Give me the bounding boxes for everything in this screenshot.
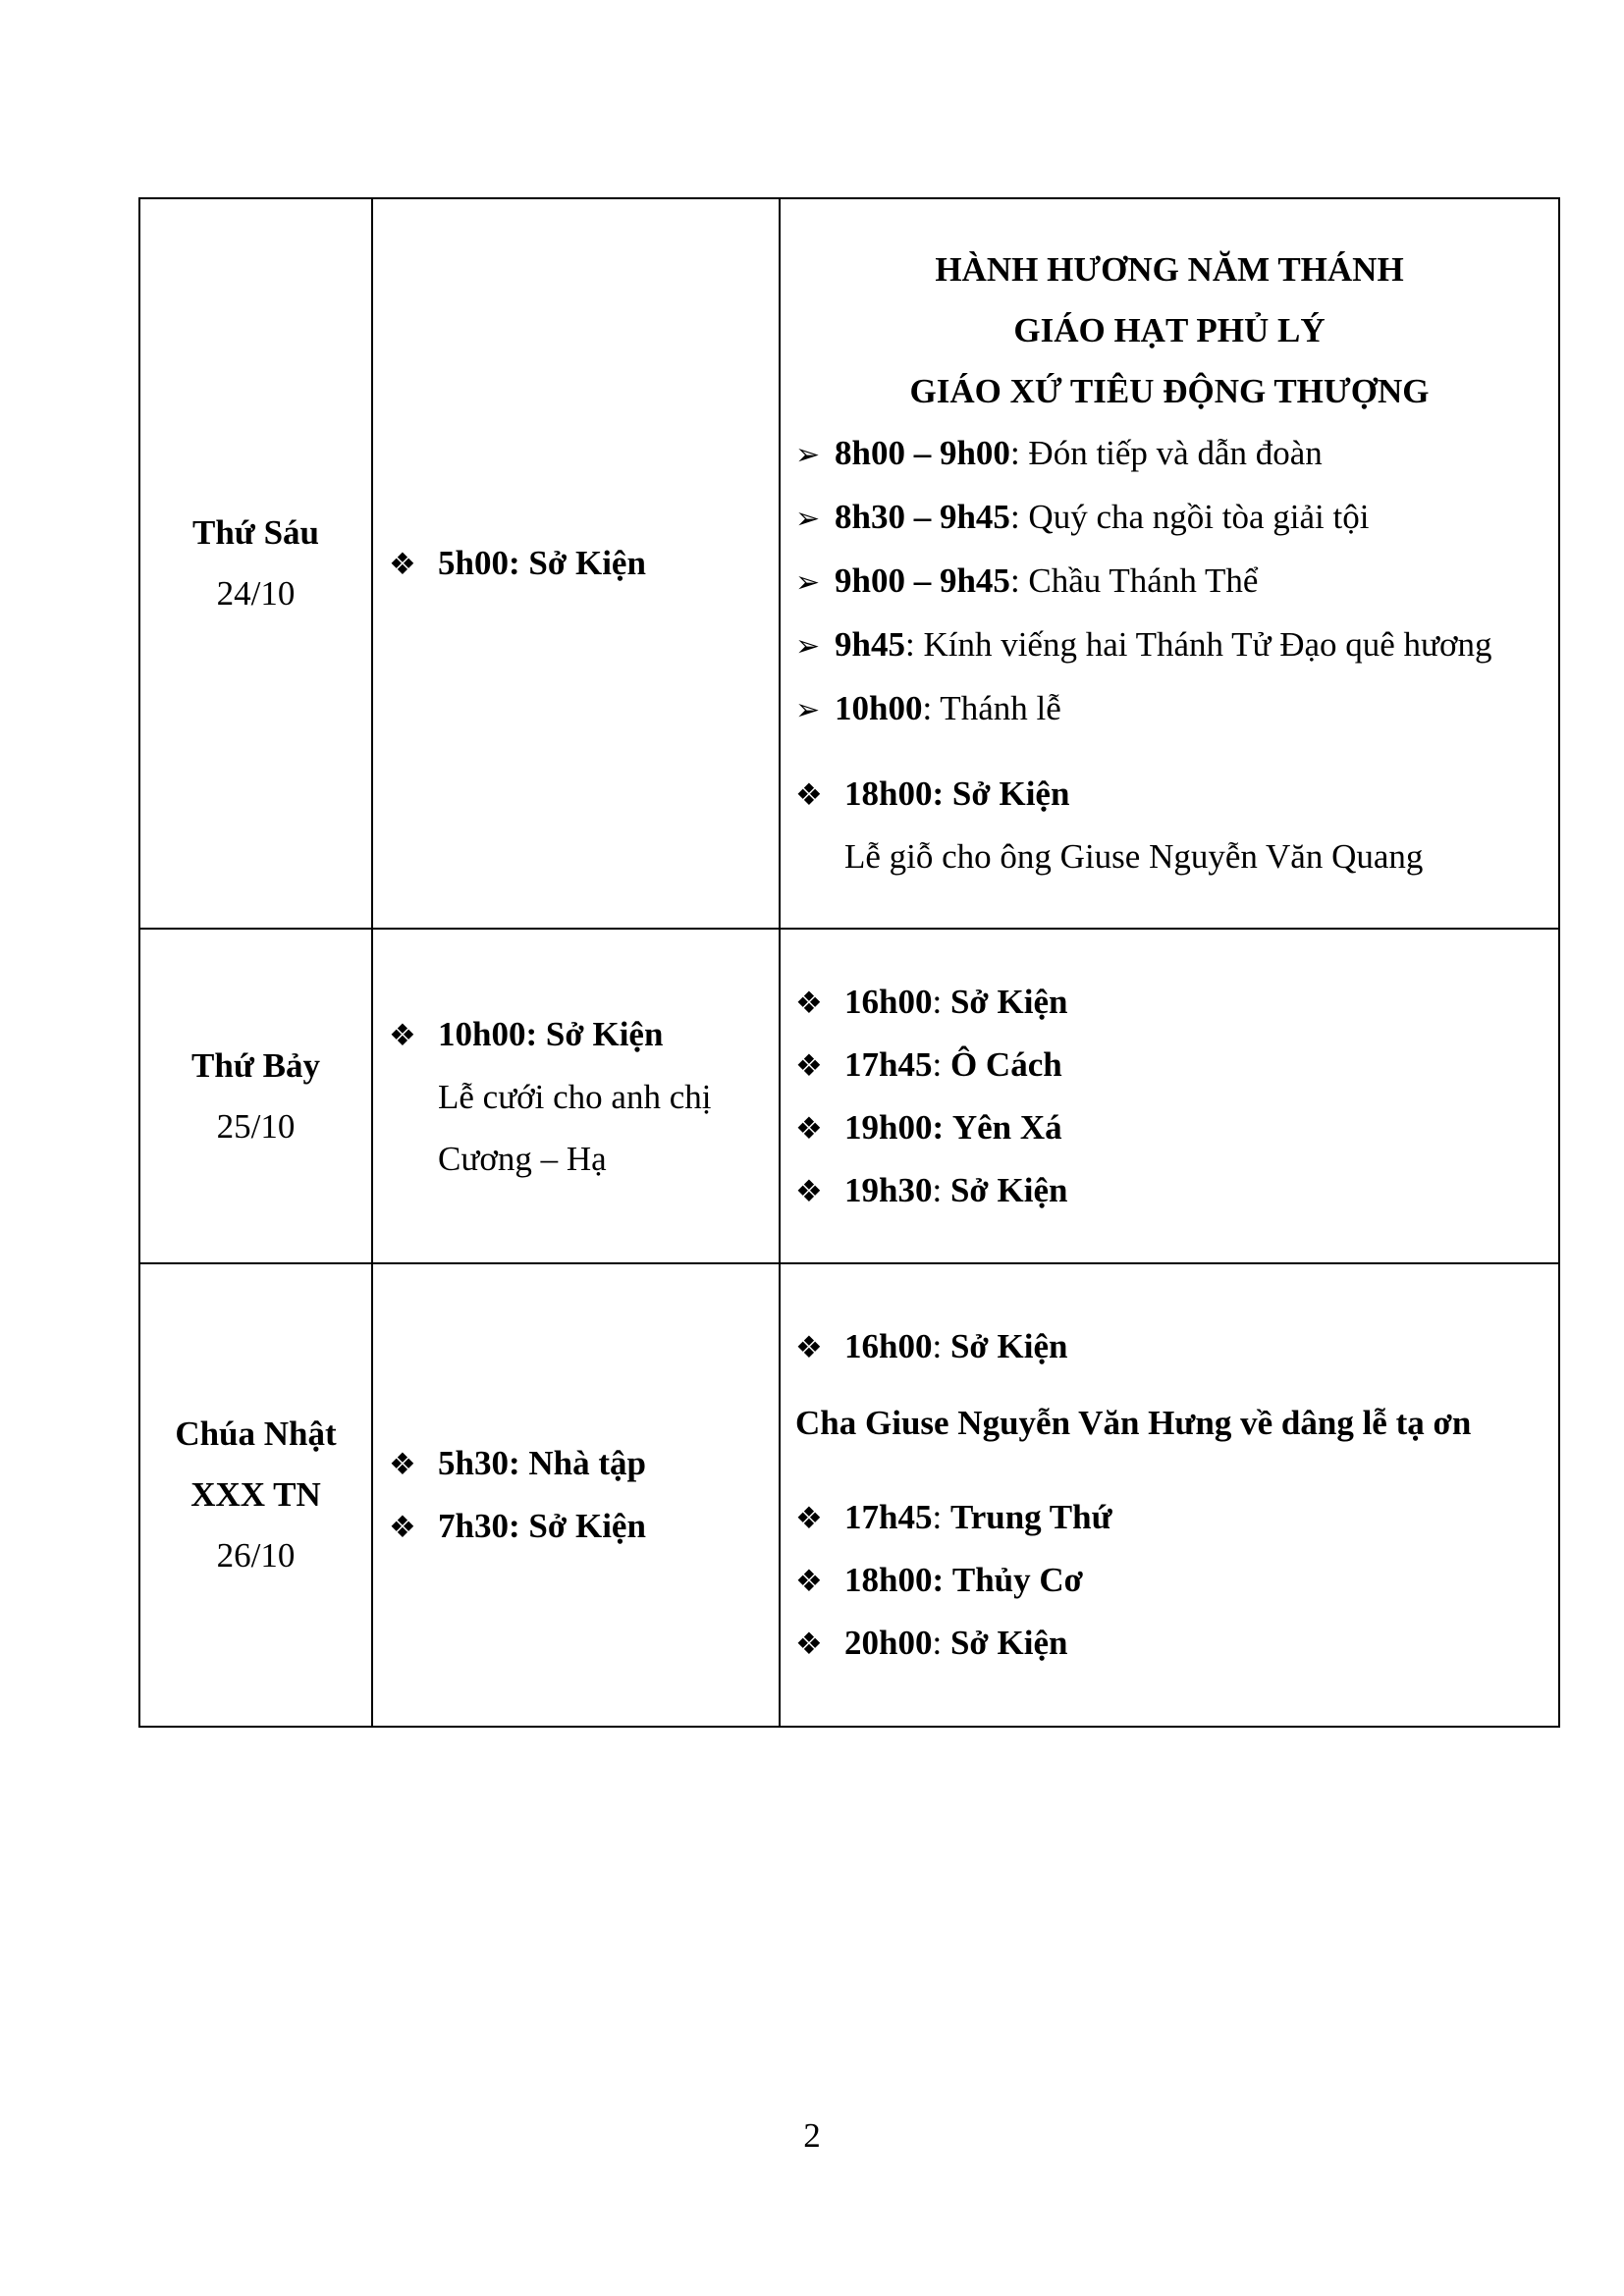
list-item: ❖ 10h00: Sở Kiện <box>389 1003 779 1066</box>
diamond-bullet-icon: ❖ <box>795 777 823 812</box>
table-row <box>139 198 1559 929</box>
program-item: ➢ 10h00 : Thánh lễ <box>795 677 1558 741</box>
mass-note: Lễ cưới cho anh chị <box>438 1077 712 1116</box>
diamond-bullet-icon: ❖ <box>389 1017 416 1052</box>
arrow-bullet-icon: ➢ <box>795 566 821 599</box>
diamond-bullet-icon: ❖ <box>795 1330 823 1364</box>
page-number: 2 <box>803 2116 821 2155</box>
day-cell <box>139 1263 372 1727</box>
diamond-bullet-icon: ❖ <box>389 1447 416 1481</box>
list-item: ❖ 5h00: Sở Kiện <box>389 532 779 595</box>
day-name: Thứ Sáu <box>192 513 319 552</box>
arrow-bullet-icon: ➢ <box>795 439 821 471</box>
list-item: ❖ 19h30 : Sở Kiện <box>795 1159 1558 1222</box>
program-item: ➢ 9h45 : Kính viếng hai Thánh Tử Đạo quê hương <box>795 614 1558 677</box>
thanksgiving-announcement: Cha Giuse Nguyễn Văn Hưng về dâng lễ tạ ơn <box>795 1404 1472 1442</box>
evening-cell <box>780 1263 1559 1727</box>
schedule-table <box>138 197 1560 1728</box>
diamond-bullet-icon: ❖ <box>389 1510 416 1544</box>
mass-note: Cương – Hạ <box>438 1139 607 1178</box>
diamond-bullet-icon: ❖ <box>795 1627 823 1661</box>
diamond-bullet-icon: ❖ <box>795 1173 823 1208</box>
evening-cell <box>780 198 1559 929</box>
diamond-bullet-icon: ❖ <box>795 985 823 1020</box>
day-date: 25/10 <box>216 1106 296 1146</box>
day-name: Chúa Nhật <box>175 1415 337 1453</box>
day-date: 24/10 <box>216 574 296 613</box>
list-item: ❖ 5h30: Nhà tập <box>389 1432 779 1495</box>
list-item: ❖ 16h00 : Sở Kiện <box>795 1315 1558 1378</box>
evening-cell <box>780 929 1559 1263</box>
day-cell <box>139 198 372 929</box>
diamond-bullet-icon: ❖ <box>795 1047 823 1083</box>
diamond-bullet-icon: ❖ <box>389 547 416 581</box>
day-name: Thứ Bảy <box>191 1045 320 1085</box>
arrow-bullet-icon: ➢ <box>795 503 821 535</box>
day-name-line2: XXX TN <box>190 1475 321 1514</box>
list-item: ❖ 18h00: Sở Kiện <box>795 763 1558 826</box>
list-item: ❖ 17h45 : Trung Thứ <box>795 1486 1558 1549</box>
morning-cell <box>372 929 780 1263</box>
list-item: ❖ 7h30: Sở Kiện <box>389 1495 779 1558</box>
arrow-bullet-icon: ➢ <box>795 630 821 663</box>
morning-cell <box>372 198 780 929</box>
diamond-bullet-icon: ❖ <box>795 1564 823 1598</box>
diamond-bullet-icon: ❖ <box>795 1110 823 1146</box>
table-row <box>139 929 1559 1263</box>
diamond-bullet-icon: ❖ <box>795 1501 823 1535</box>
program-item: ➢ 9h00 – 9h45 : Chầu Thánh Thể <box>795 550 1558 614</box>
morning-cell <box>372 1263 780 1727</box>
list-item: ❖ 16h00 : Sở Kiện <box>795 971 1558 1034</box>
list-item: ❖ 18h00: Thủy Cơ <box>795 1549 1558 1612</box>
list-item: ❖ 17h45 : Ô Cách <box>795 1034 1558 1096</box>
pilgrimage-heading: HÀNH HƯƠNG NĂM THÁNH GIÁO HẠT PHỦ LÝ GIÁO XỨ TIÊU ĐỘNG THƯỢNG <box>909 250 1430 410</box>
mass-note: Lễ giỗ cho ông Giuse Nguyễn Văn Quang <box>844 837 1424 876</box>
program-item: ➢ 8h30 – 9h45 : Quý cha ngồi tòa giải tội <box>795 486 1558 550</box>
table-row <box>139 1263 1559 1727</box>
program-item: ➢ 8h00 – 9h00 : Đón tiếp và dẫn đoàn <box>795 422 1558 486</box>
arrow-bullet-icon: ➢ <box>795 694 821 726</box>
list-item: ❖ 20h00 : Sở Kiện <box>795 1612 1558 1675</box>
day-cell <box>139 929 372 1263</box>
day-date: 26/10 <box>216 1536 296 1575</box>
list-item: ❖ 19h00: Yên Xá <box>795 1096 1558 1159</box>
